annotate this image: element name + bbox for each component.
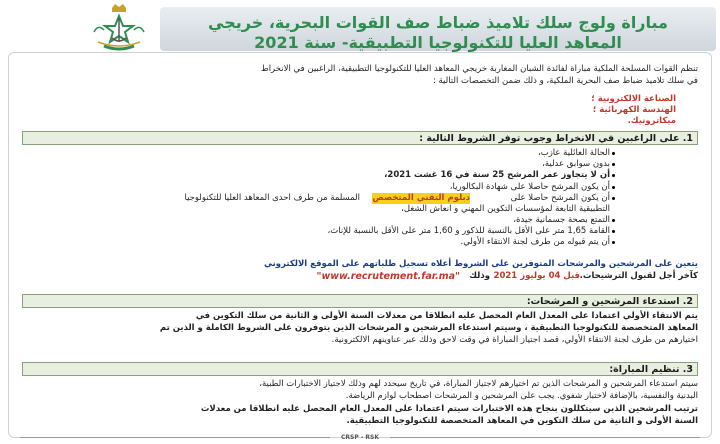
condition-item: الحالة العائلية عازب، [537, 148, 610, 158]
specialty-item: ميكاترونيك. [627, 116, 676, 126]
deadline-suffix: كآخر أجل لقبول الترشيحات. [579, 271, 698, 281]
condition-item: القامة 1,65 متر على الأقل بالنسبة للذكور و 1,60 متر على الأقل بالنسبة للإناث، [327, 226, 610, 236]
deadline-prefix: وذلك [469, 271, 490, 281]
condition-item: المسلمة من طرف احدى المعاهد العليا للتكنولوجيا [184, 193, 360, 203]
royal-navy-emblem-icon [84, 2, 154, 52]
recruitment-site-link[interactable]: "www.recrutement.far.ma" [316, 271, 460, 282]
section-3-line-1: سيتم استدعاء المرشحين و المرشحات الذين تم اختيارهم لاجتياز المباراة، في تاريخ سيحدد لهم وذلك لاجتياز الاختبارات الطبية، [259, 379, 698, 389]
deadline-date: قبل 04 يوليوز 2021 [493, 271, 580, 281]
condition-item: التمتع بصحة جسمانية جيدة، [513, 215, 610, 225]
section-3-line-3: ترتيب المرشحين الذين سيتكللون بنجاح هذه الاختبارات سيتم اعتمادا على المعدل العام المحصل عليه انطلاقا من معدلات [200, 404, 698, 414]
condition-item: أن يكون المرشح حاصلا على [510, 193, 610, 203]
specialty-item: الصناعة الالكترونية ؛ [591, 94, 676, 104]
section-2-heading: 2. استدعاء المرشحين و المرشحات: [22, 294, 698, 308]
section-2-line-1: يتم الانتقاء الأولي اعتمادا على المعدل العام المحصل عليه انطلاقا من معدلات السنة الأولى و الثانية من سلك التكوين في [195, 311, 698, 321]
title-banner [160, 7, 716, 51]
title-line-1: مباراة ولوج سلك تلاميذ ضباط صف القوات البحرية، خريجي [208, 13, 668, 32]
header [0, 0, 720, 52]
section-3-line-4: السنة الأولى و الثانية من سلك التكوين في المعاهد المتخصصة للتكنولوجيا التطبيقية. [346, 416, 698, 426]
section-2-line-2: المعاهد المتخصصة للتكنولوجيا التطبيقية ، وسيتم استدعاء المرشحين و المرشحات الذين يتوفرون على الشروط الكاملة و الذين تم [159, 323, 698, 333]
condition-item: أن يكون المرشح حاصلا على شهادة البكالوريا، [449, 182, 610, 192]
title-line-2: المعاهد العليا للتكنولوجيا التطبيقية- سنة 2021 [254, 33, 622, 52]
registration-note: يتعين على المرشحين والمرشحات المتوفرين على الشروط أعلاه تسجيل طلباتهم على الموقع الالكتروني [264, 259, 698, 269]
footer-code: CRSP - RSK [340, 434, 379, 441]
section-3-heading: 3. تنظيم المباراة: [22, 362, 698, 376]
condition-item: أن يتم قبوله من طرف لجنة الانتقاء الأولي. [460, 237, 610, 247]
condition-item: أن لا يتجاوز عمر المرشح 25 سنة في 16 غشت 2021، [384, 170, 610, 180]
section-3-line-2: البدنية والنفسية، بالإضافة لاختبار شفوي. يجب على المرشحين و المرشحات اصطحاب لوازم الرياضة. [345, 391, 698, 401]
diploma-highlight: دبلوم التقني المتخصص [372, 193, 470, 203]
intro-line-1: تنظم القوات المسلحة الملكية مباراة لفائدة الشبان المغاربة خريجي المعاهد العليا للتكنولوجيا التطبيقية، الراغبين في الانخراط [260, 64, 698, 74]
section-2-line-3: اختيارهم من طرف لجنة الانتقاء الأولي، قصد اجتياز المباراة في وقت لاحق وذلك عبر عناوينهم الالكترونية. [331, 335, 698, 345]
condition-item: بدون سوابق عدلية، [542, 159, 610, 169]
intro-line-2: في سلك تلاميذ ضباط صف البحرية الملكية، و ذلك ضمن التخصصات التالية : [432, 76, 698, 86]
condition-item: التطبيقية التابعة لمؤسسات التكوين المهني و انعاش الشغل، [401, 204, 610, 214]
section-1-heading: 1. على الراغبين في الانخراط وجوب توفر الشروط التالية : [22, 131, 698, 145]
specialty-item: الهندسة الكهربائية ؛ [592, 105, 676, 115]
